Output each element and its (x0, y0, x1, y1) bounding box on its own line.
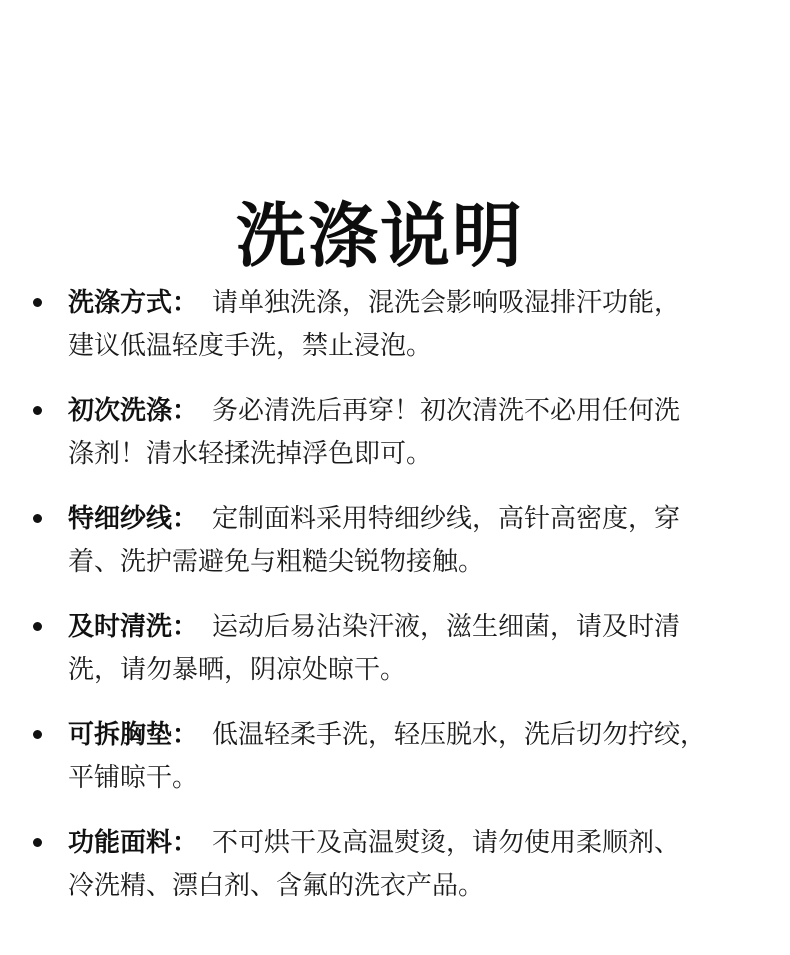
list-item-washing-method (0, 282, 790, 390)
item-body-1: 不可烘干及高温熨烫，请勿使用柔顺剂、 (212, 828, 681, 858)
item-body-1: 定制面料采用特细纱线，高针高密度，穿 (212, 504, 681, 534)
item-body-2: 着、洗护需避免与粗糙尖锐物接触。 (68, 547, 485, 577)
item-line-1 (68, 606, 758, 649)
item-body-2: 建议低温轻度手洗，禁止浸泡。 (68, 331, 433, 361)
item-line-1 (68, 498, 758, 541)
page-title: 洗涤说明 (236, 194, 524, 277)
item-body-2: 涤剂！清水轻揉洗掉浮色即可。 (68, 439, 433, 469)
bullet-icon (33, 622, 42, 631)
item-text (68, 390, 758, 476)
item-body-1: 请单独洗涤，混洗会影响吸湿排汗功能， (212, 288, 681, 318)
bullet-icon (33, 838, 42, 847)
item-text (68, 498, 758, 584)
bullet-icon (33, 730, 42, 739)
item-text (68, 714, 758, 800)
item-body-1: 运动后易沾染汗液，滋生细菌，请及时清 (212, 612, 681, 642)
list-item-removable-pads (0, 714, 790, 822)
item-line-1 (68, 390, 758, 433)
list-item-first-wash (0, 390, 790, 498)
item-label: 功能面料： (68, 828, 199, 858)
item-body-1: 务必清洗后再穿！初次清洗不必用任何洗 (212, 396, 681, 426)
bullet-icon (33, 298, 42, 307)
item-text (68, 822, 758, 908)
item-label: 及时清洗： (68, 612, 199, 642)
item-line-1 (68, 822, 758, 865)
list-item-timely-wash (0, 606, 790, 714)
bullet-icon (33, 406, 42, 415)
item-body-2: 冷洗精、漂白剂、含氟的洗衣产品。 (68, 871, 485, 901)
item-body-1: 低温轻柔手洗，轻压脱水，洗后切勿拧绞， (212, 720, 707, 750)
list-item-fine-yarn (0, 498, 790, 606)
item-label: 特细纱线： (68, 504, 199, 534)
care-instructions-list (0, 282, 790, 930)
item-line-1 (68, 282, 758, 325)
bullet-icon (33, 514, 42, 523)
item-body-2: 洗，请勿暴晒，阴凉处晾干。 (68, 655, 407, 685)
list-item-functional-fabric (0, 822, 790, 930)
item-label: 可拆胸垫： (68, 720, 199, 750)
item-text (68, 606, 758, 692)
item-label: 初次洗涤： (68, 396, 199, 426)
item-body-2: 平铺晾干。 (68, 763, 199, 793)
item-label: 洗涤方式： (68, 288, 199, 318)
item-text (68, 282, 758, 368)
item-line-1 (68, 714, 758, 757)
